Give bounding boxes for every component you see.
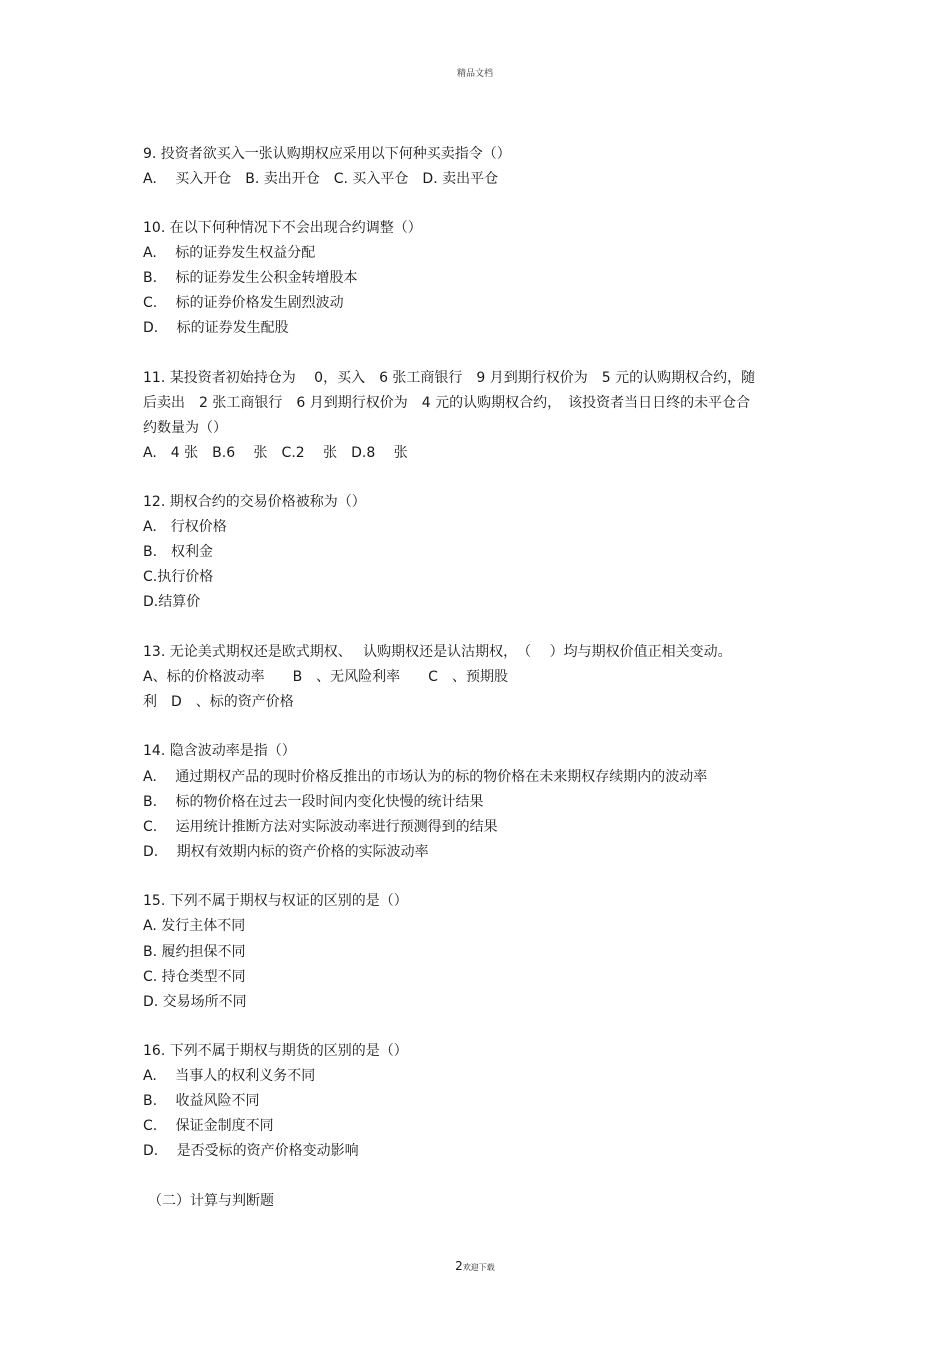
text-line: 9. 投资者欲买入一张认购期权应采用以下何种买卖指令（） (143, 146, 511, 162)
text-line: D. 期权有效期内标的资产价格的实际波动率 (143, 844, 429, 860)
text-line: 约数量为（） (143, 420, 227, 436)
text-line: （二）计算与判断题 (148, 1193, 274, 1209)
text-line: B. 权利金 (143, 544, 214, 560)
text-line: A. 标的证券发生权益分配 (143, 245, 316, 261)
text-line: 13. 无论美式期权还是欧式期权、 认购期权还是认沽期权， （ ）均与期权价值正相关变动。 (143, 644, 732, 660)
text-line: A. 发行主体不同 (143, 918, 246, 934)
text-line: B. 标的证券发生公积金转增股本 (143, 270, 358, 286)
text-line: A. 买入开仓 B. 卖出开仓 C. 买入平仓 D. 卖出平仓 (143, 171, 499, 187)
text-line: 11. 某投资者初始持仓为 0，买入 6 张工商银行 9 月到期行权价为 5 元的认购期权合约，随 (143, 370, 756, 386)
text-line: D. 标的证券发生配股 (143, 320, 289, 336)
text-line: B. 标的物价格在过去一段时间内变化快慢的统计结果 (143, 794, 484, 810)
text-line: A. 通过期权产品的现时价格反推出的市场认为的标的物价格在未来期权存续期内的波动率 (143, 769, 708, 785)
text-line: 利 D 、标的资产价格 (143, 694, 294, 710)
text-line: A. 当事人的权利义务不同 (143, 1068, 316, 1084)
footer-note: 欢迎下载 (462, 1263, 495, 1272)
text-line: C. 运用统计推断方法对实际波动率进行预测得到的结果 (143, 819, 498, 835)
text-line: 14. 隐含波动率是指（） (143, 743, 296, 759)
page-footer (0, 1259, 950, 1273)
text-line: 16. 下列不属于期权与期货的区别的是（） (143, 1043, 408, 1059)
text-line: 10. 在以下何种情况下不会出现合约调整（） (143, 220, 422, 236)
text-line: C. 持仓类型不同 (143, 969, 246, 985)
text-line: A. 行权价格 (143, 519, 227, 535)
page-header: 精品文档 (456, 69, 493, 79)
text-line: 12. 期权合约的交易价格被称为（） (143, 494, 366, 510)
text-line: C.执行价格 (143, 569, 214, 585)
text-line: A、标的价格波动率 B 、无风险利率 C 、预期股 (143, 669, 508, 685)
text-line: D. 交易场所不同 (143, 994, 247, 1010)
text-line: 后卖出 2 张工商银行 6 月到期行权价为 4 元的认购期权合约， 该投资者当日日终的未平仓合 (143, 395, 751, 411)
text-line: C. 标的证券价格发生剧烈波动 (143, 295, 344, 311)
text-line: 15. 下列不属于期权与权证的区别的是（） (143, 893, 408, 909)
text-line: B. 履约担保不同 (143, 944, 246, 960)
text-line: B. 收益风险不同 (143, 1093, 260, 1109)
text-line: D.结算价 (143, 594, 201, 610)
text-line: C. 保证金制度不同 (143, 1118, 274, 1134)
text-line: D. 是否受标的资产价格变动影响 (143, 1143, 359, 1159)
page-number: 2 (455, 1259, 463, 1273)
text-line: A. 4 张 B.6 张 C.2 张 D.8 张 (143, 445, 408, 461)
